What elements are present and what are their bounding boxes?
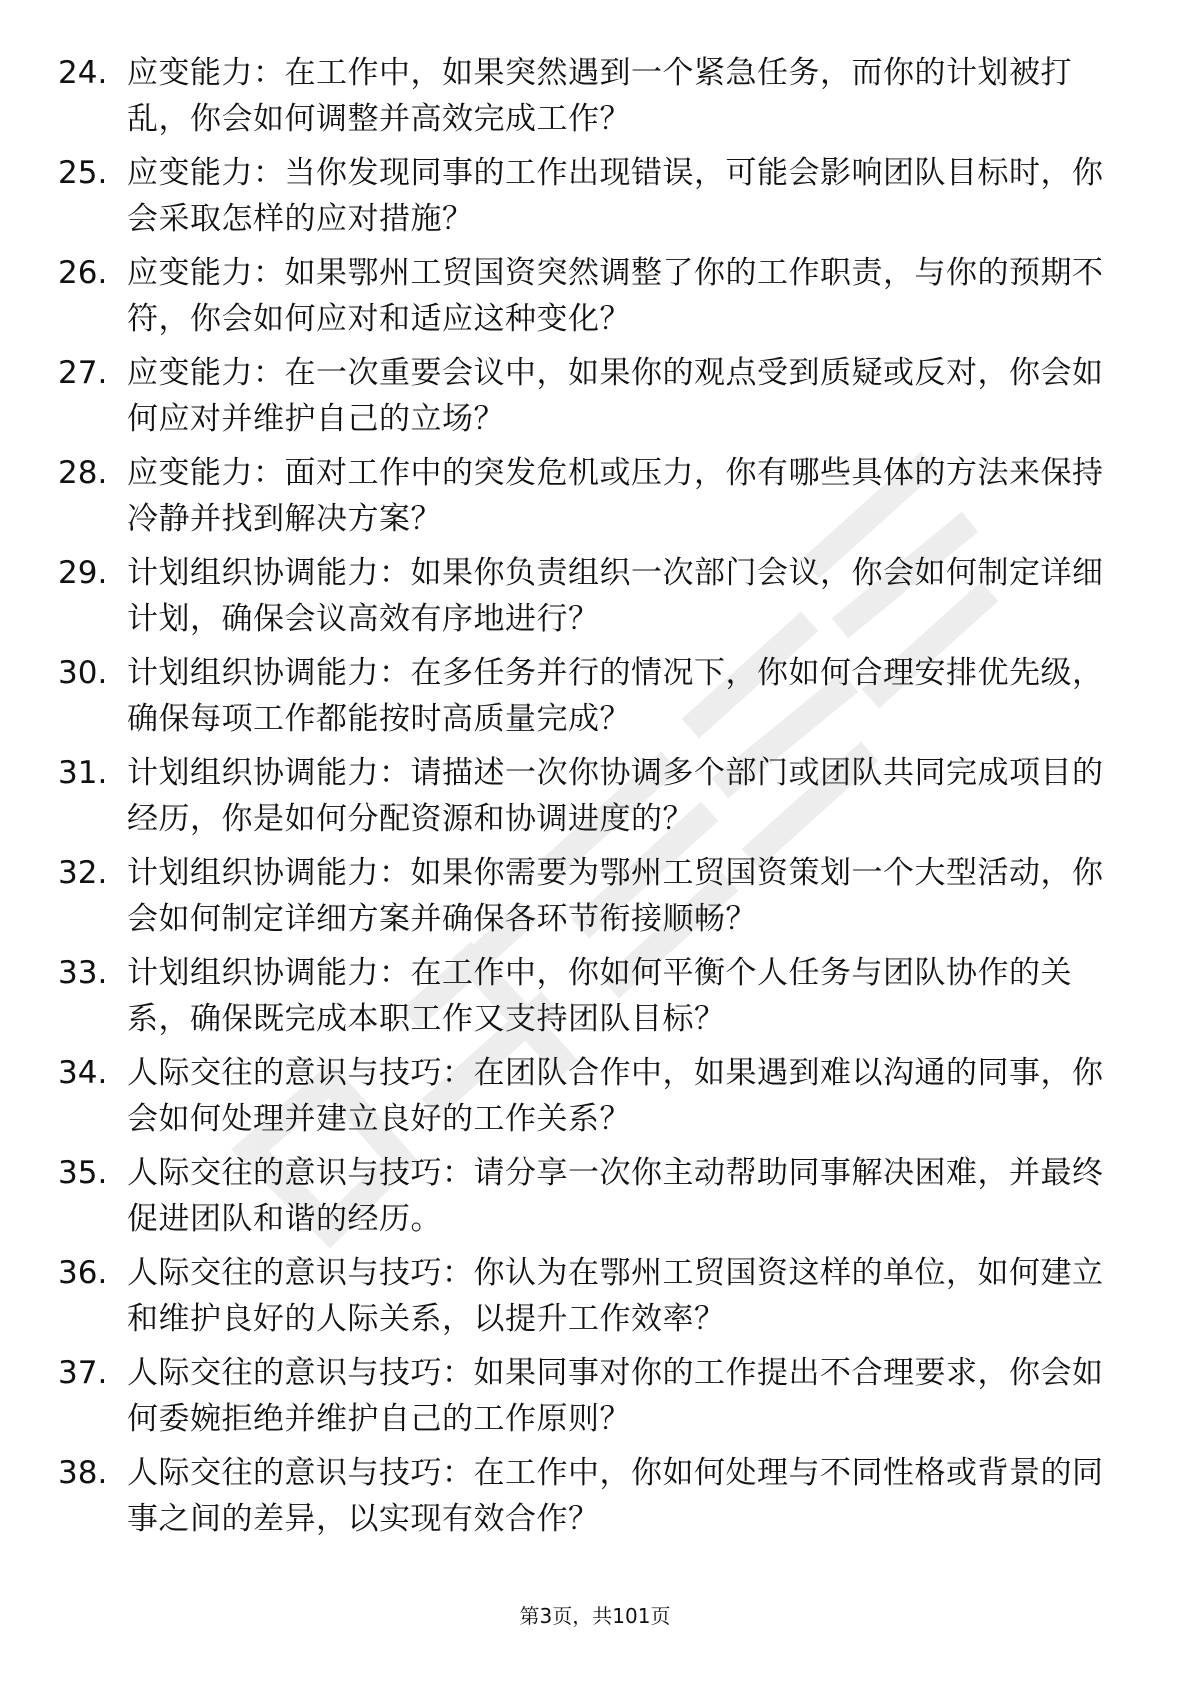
question-text: 人际交往的意识与技巧：在工作中，你如何处理与不同性格或背景的同事之间的差异，以实现有效合作？: [127, 1455, 1104, 1537]
question-text: 计划组织协调能力：在多任务并行的情况下，你如何合理安排优先级，确保每项工作都能按时高质量完成？: [127, 655, 1104, 737]
question-number: 29.: [58, 555, 108, 591]
question-text: 计划组织协调能力：如果你需要为鄂州工贸国资策划一个大型活动，你会如何制定详细方案并确保各环节衔接顺畅？: [127, 855, 1104, 937]
page-footer: 第3页，共101页: [519, 1604, 671, 1628]
question-number: 25.: [58, 155, 108, 191]
question-list: [0, 50, 1190, 1550]
question-number: 27.: [58, 355, 108, 391]
question-item: [0, 250, 1190, 350]
question-text: 人际交往的意识与技巧：请分享一次你主动帮助同事解决困难，并最终促进团队和谐的经历。: [127, 1155, 1104, 1237]
question-number: 34.: [58, 1055, 108, 1091]
question-item: [0, 150, 1190, 250]
question-item: [0, 50, 1190, 150]
question-number: 38.: [58, 1455, 108, 1491]
question-item: [0, 850, 1190, 950]
question-item: [0, 1350, 1190, 1450]
question-text: 应变能力：在一次重要会议中，如果你的观点受到质疑或反对，你会如何应对并维护自己的立场？: [127, 355, 1104, 437]
question-number: 31.: [58, 755, 108, 791]
question-text: 应变能力：如果鄂州工贸国资突然调整了你的工作职责，与你的预期不符，你会如何应对和适应这种变化？: [127, 255, 1104, 337]
question-number: 36.: [58, 1255, 108, 1291]
question-text: 人际交往的意识与技巧：在团队合作中，如果遇到难以沟通的同事，你会如何处理并建立良好的工作关系？: [127, 1055, 1104, 1137]
question-item: [0, 1450, 1190, 1550]
question-number: 32.: [58, 855, 108, 891]
question-text: 人际交往的意识与技巧：你认为在鄂州工贸国资这样的单位，如何建立和维护良好的人际关系，以提升工作效率？: [127, 1255, 1104, 1337]
question-item: [0, 1250, 1190, 1350]
question-item: [0, 450, 1190, 550]
question-item: [0, 750, 1190, 850]
question-number: 26.: [58, 255, 108, 291]
question-item: [0, 350, 1190, 450]
question-item: [0, 550, 1190, 650]
question-text: 人际交往的意识与技巧：如果同事对你的工作提出不合理要求，你会如何委婉拒绝并维护自己的工作原则？: [127, 1355, 1104, 1437]
question-number: 37.: [58, 1355, 108, 1391]
question-item: [0, 650, 1190, 750]
question-item: [0, 1150, 1190, 1250]
question-text: 应变能力：面对工作中的突发危机或压力，你有哪些具体的方法来保持冷静并找到解决方案？: [127, 455, 1104, 537]
question-number: 30.: [58, 655, 108, 691]
question-number: 35.: [58, 1155, 108, 1191]
question-text: 计划组织协调能力：请描述一次你协调多个部门或团队共同完成项目的经历，你是如何分配资源和协调进度的？: [127, 755, 1104, 837]
question-number: 33.: [58, 955, 108, 991]
question-number: 28.: [58, 455, 108, 491]
question-text: 计划组织协调能力：在工作中，你如何平衡个人任务与团队协作的关系，确保既完成本职工作又支持团队目标？: [127, 955, 1072, 1037]
question-text: 计划组织协调能力：如果你负责组织一次部门会议，你会如何制定详细计划，确保会议高效有序地进行？: [127, 555, 1104, 637]
question-item: [0, 950, 1190, 1050]
question-text: 应变能力：当你发现同事的工作出现错误，可能会影响团队目标时，你会采取怎样的应对措施？: [127, 155, 1104, 237]
question-item: [0, 1050, 1190, 1150]
question-text: 应变能力：在工作中，如果突然遇到一个紧急任务，而你的计划被打乱，你会如何调整并高效完成工作？: [127, 55, 1072, 137]
question-number: 24.: [58, 55, 108, 91]
